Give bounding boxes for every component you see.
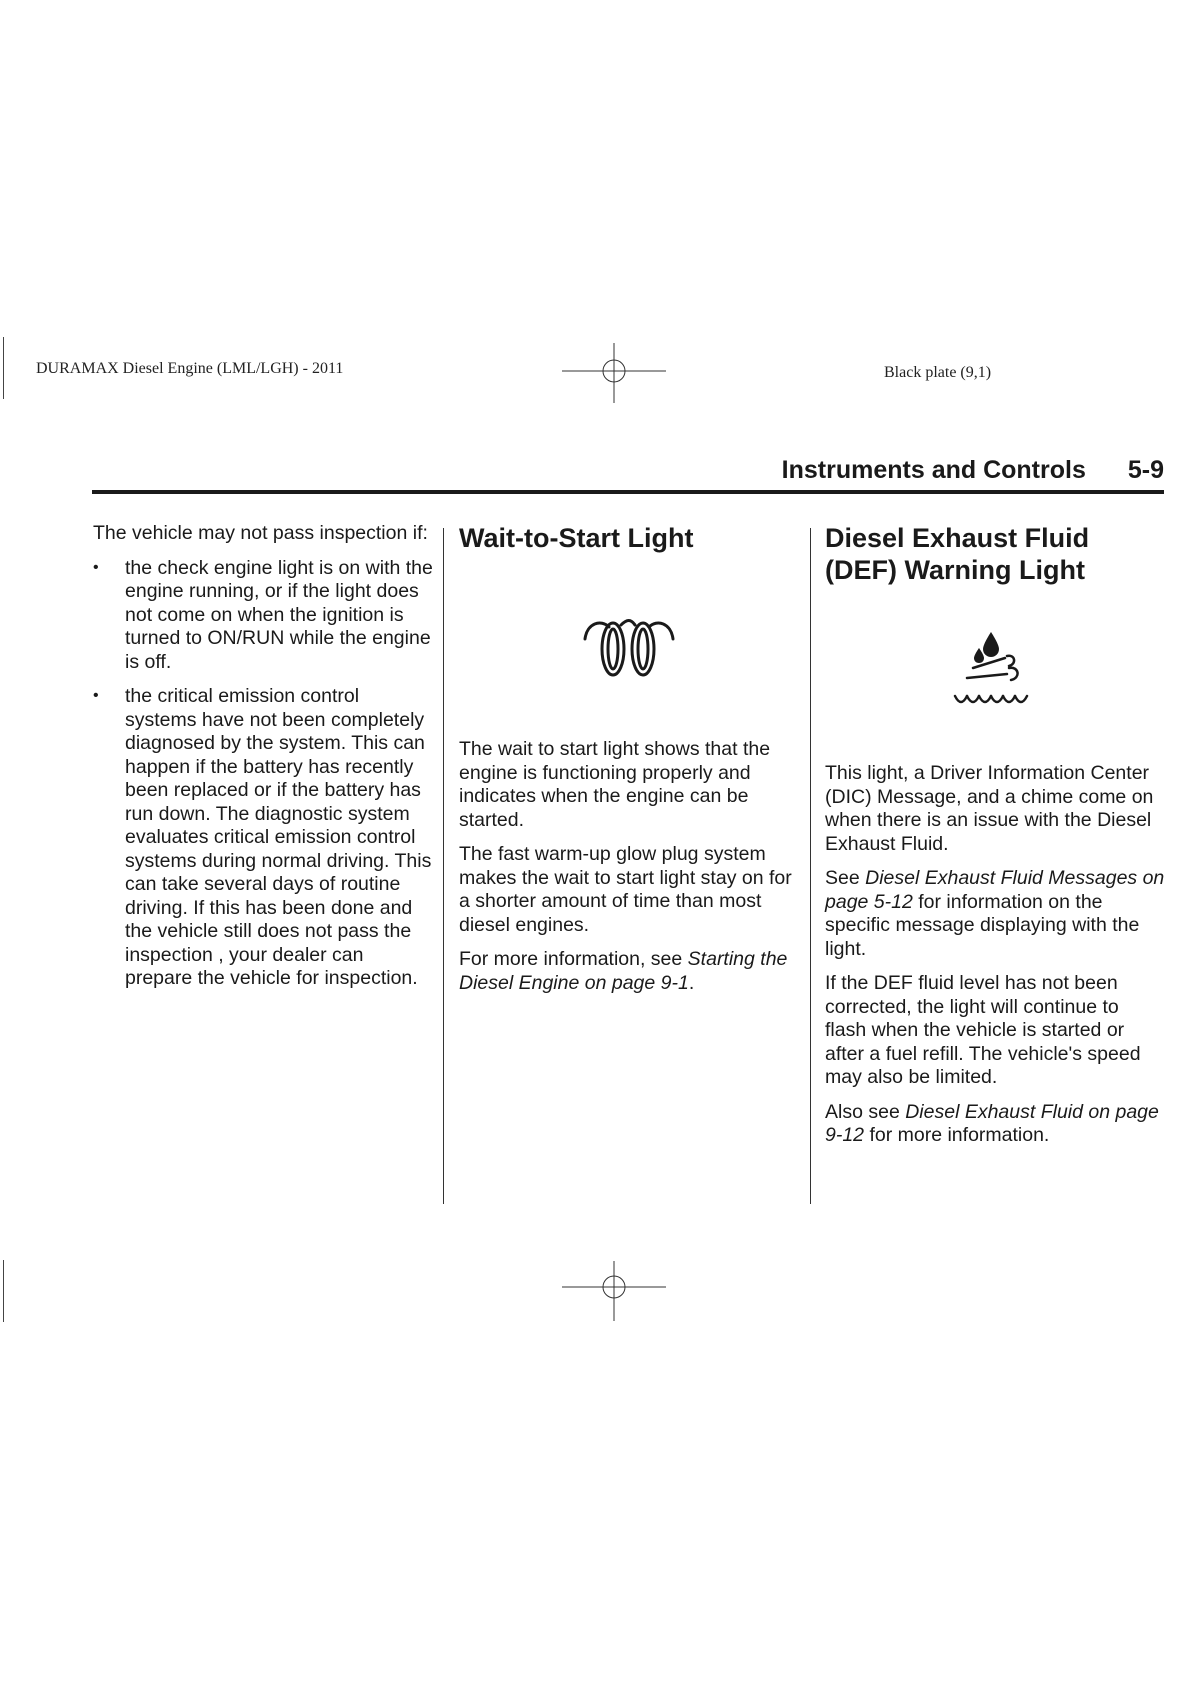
see-prefix: For more information, see	[459, 948, 688, 970]
bullet-marker: •	[93, 687, 99, 704]
page-number: 5-9	[1127, 456, 1164, 484]
def-icon-box	[825, 606, 1165, 732]
list-item	[93, 685, 433, 991]
inspection-intro: The vehicle may not pass inspection if:	[93, 522, 428, 544]
header-rule	[92, 490, 1164, 494]
print-header-plate: Black plate (9,1)	[884, 364, 992, 381]
see-prefix: See	[825, 867, 866, 889]
def-p1: This light, a Driver Information Center (DIC) Message, and a chime come on when there is an issue with the Diesel Exhaust Fluid.	[825, 762, 1154, 855]
column-wait-to-start	[459, 522, 799, 1006]
def-p4	[825, 1101, 1165, 1148]
def-fluid-icon	[949, 628, 1041, 710]
starting-engine-link[interactable]: Starting the Diesel Engine on page 9-1	[459, 948, 788, 994]
bullet-text: the critical emission control systems have not been completely diagnosed by the system. This can happen if the battery has recently been replaced or if the battery has run down. The diagnostic system evaluates critical emission control systems during normal driving. This can take several days of routine driving. If this has been done and the vehicle still does not pass the inspection , your dealer can prepare the vehicle for inspection.	[125, 685, 432, 989]
wait-to-start-p3	[459, 948, 799, 995]
wait-to-start-heading: Wait-to-Start Light	[459, 523, 694, 553]
glow-plug-coil-icon	[581, 611, 677, 679]
def-p3: If the DEF fluid level has not been corrected, the light will continue to flash when the vehicle is started or after a fuel refill. The vehicle's speed may also be limited.	[825, 972, 1141, 1088]
column-def-warning	[825, 522, 1165, 1159]
column-divider-2	[810, 528, 811, 1204]
def-p2	[825, 867, 1165, 961]
bullet-text: the check engine light is on with the engine running, or if the light does not come on when the ignition is turned to ON/RUN while the engine is off.	[125, 556, 433, 673]
def-messages-link[interactable]: Diesel Exhaust Fluid Messages on page 5-12	[825, 867, 1165, 913]
column-divider-1	[443, 528, 444, 1204]
column-inspection	[93, 522, 433, 1002]
glow-plug-icon-box	[459, 586, 799, 704]
def-warning-heading: Diesel Exhaust Fluid (DEF) Warning Light	[825, 523, 1090, 585]
registration-mark-top	[562, 343, 666, 403]
running-head	[782, 456, 1164, 485]
inspection-bullets	[93, 557, 433, 991]
running-head-section: Instruments and Controls	[781, 456, 1086, 484]
def-fluid-link[interactable]: Diesel Exhaust Fluid on page 9-12	[825, 1100, 1159, 1146]
bullet-marker: •	[93, 558, 99, 576]
list-item	[93, 557, 433, 675]
wait-to-start-p1: The wait to start light shows that the engine is functioning properly and indicates when the engine can be started.	[459, 738, 771, 831]
crop-mark-bottom-left	[3, 1260, 4, 1322]
print-header-title: DURAMAX Diesel Engine (LML/LGH) - 2011	[36, 360, 344, 377]
wait-to-start-p2: The fast warm-up glow plug system makes the wait to start light stay on for a shorter amount of time than most diesel engines.	[459, 843, 792, 936]
also-see-prefix: Also see	[825, 1100, 906, 1123]
see-suffix: .	[688, 971, 695, 994]
registration-mark-bottom	[562, 1261, 666, 1321]
see-suffix: for information on the specific message displaying with the light.	[825, 890, 1140, 960]
also-see-suffix: for more information.	[864, 1124, 1050, 1146]
crop-mark-top-left	[3, 337, 4, 399]
